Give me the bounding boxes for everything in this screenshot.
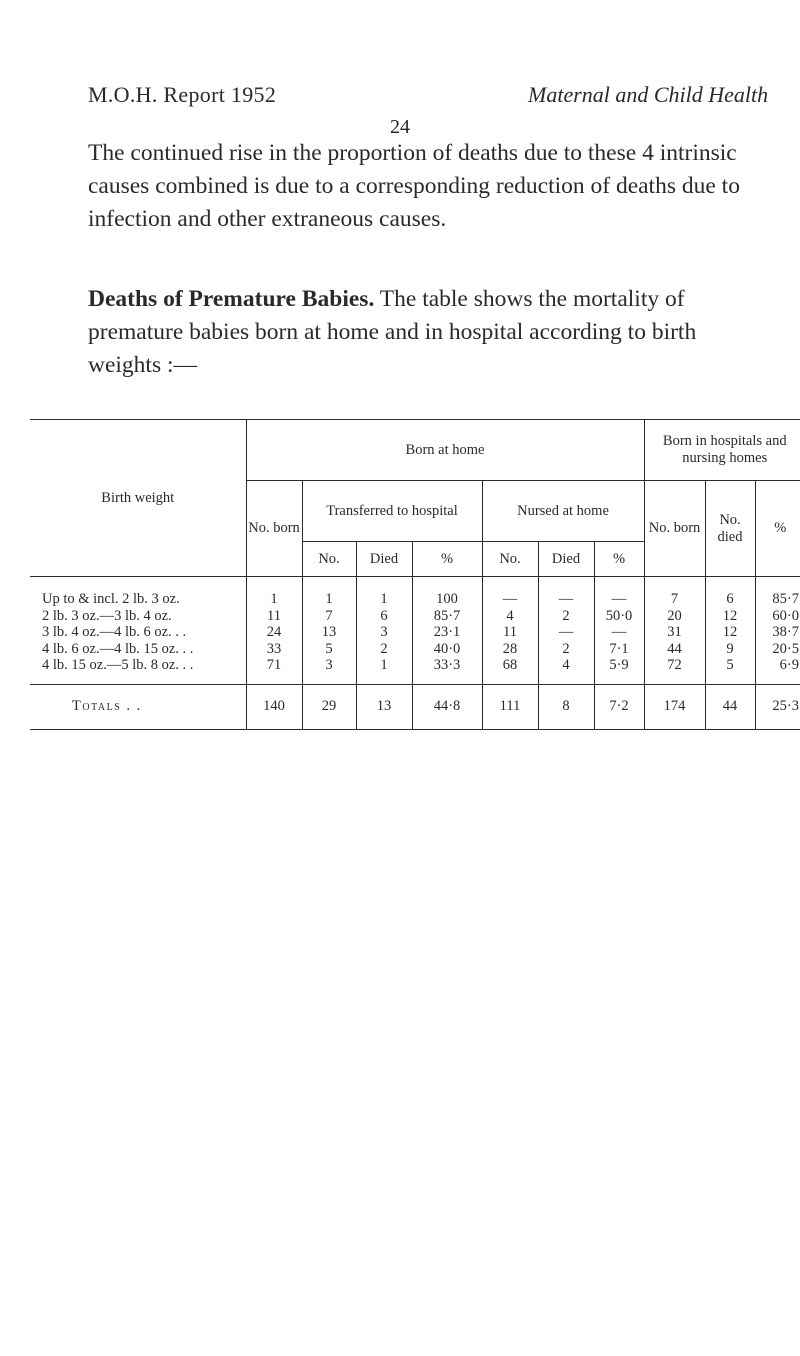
header-nursed-at-home: Nursed at home [482,481,644,542]
cell-hosp-born: 44 [644,641,705,658]
row-label: 4 lb. 6 oz.—4 lb. 15 oz. . . [30,641,246,658]
total-hosp-pct: 25·3 [755,684,800,729]
header-nh-percent: % [594,542,644,577]
cell-hosp-born: 31 [644,624,705,641]
paragraph-intrinsic-causes: The continued rise in the proportion of deaths due to these 4 intrinsic causes combined is due to a corresponding reduction of deaths due to infection and other extraneous causes. [88,140,740,232]
cell-hosp-pct: 6·9 [755,657,800,684]
table-row [30,641,800,658]
total-hosp-born: 174 [644,684,705,729]
cell-tr-died: 1 [356,657,412,684]
header-tr-no: No. [302,542,356,577]
total-nh-no: 111 [482,684,538,729]
total-tr-pct: 44·8 [412,684,482,729]
section-heading: Deaths of Premature Babies. [88,286,375,312]
total-home-born: 140 [246,684,302,729]
cell-nh-pct: 50·0 [594,608,644,625]
header-transferred: Transferred to hospital [302,481,482,542]
cell-hosp-died: 12 [705,608,755,625]
header-hosp-no-born: No. born [644,481,705,577]
row-label: Up to & incl. 2 lb. 3 oz. [30,577,246,608]
table-row [30,577,800,608]
table-row [30,608,800,625]
total-hosp-died: 44 [705,684,755,729]
cell-hosp-pct: 38·7 [755,624,800,641]
cell-nh-died: — [538,624,594,641]
cell-tr-died: 1 [356,577,412,608]
cell-tr-died: 6 [356,608,412,625]
header-birth-weight: Birth weight [30,420,246,577]
cell-hosp-died: 12 [705,624,755,641]
cell-nh-pct: 5·9 [594,657,644,684]
cell-tr-pct: 23·1 [412,624,482,641]
table-row [30,624,800,641]
paragraph-text: The table shows the mortality of premature babies born at home and in hospital according to birth weights :— [88,286,697,378]
cell-nh-pct: — [594,624,644,641]
cell-tr-pct: 33·3 [412,657,482,684]
cell-hosp-died: 5 [705,657,755,684]
cell-nh-no: 68 [482,657,538,684]
header-tr-percent: % [412,542,482,577]
row-label: 3 lb. 4 oz.—4 lb. 6 oz. . . [30,624,246,641]
cell-hosp-born: 20 [644,608,705,625]
page-number: 24 [390,116,410,138]
header-born-at-home: Born at home [246,420,644,481]
cell-tr-died: 2 [356,641,412,658]
totals-row [30,684,800,729]
cell-home-born: 33 [246,641,302,658]
cell-nh-died: 2 [538,608,594,625]
cell-tr-no: 1 [302,577,356,608]
cell-tr-no: 13 [302,624,356,641]
report-header: M.O.H. Report 1952 [88,82,277,107]
cell-home-born: 11 [246,608,302,625]
cell-hosp-born: 72 [644,657,705,684]
header-nh-died: Died [538,542,594,577]
cell-tr-died: 3 [356,624,412,641]
premature-mortality-table [30,419,800,730]
cell-nh-died: — [538,577,594,608]
cell-home-born: 24 [246,624,302,641]
cell-nh-pct: — [594,577,644,608]
cell-tr-no: 3 [302,657,356,684]
cell-nh-pct: 7·1 [594,641,644,658]
cell-hosp-died: 6 [705,577,755,608]
header-hosp-no-died: No. died [705,481,755,577]
total-nh-died: 8 [538,684,594,729]
total-tr-no: 29 [302,684,356,729]
cell-nh-died: 2 [538,641,594,658]
header-home-no-born: No. born [246,481,302,577]
totals-label: Totals . . [30,684,246,729]
cell-tr-pct: 100 [412,577,482,608]
header-hosp-percent: % [755,481,800,577]
cell-nh-died: 4 [538,657,594,684]
section-header: Maternal and Child Health [528,82,769,107]
cell-nh-no: 4 [482,608,538,625]
row-label: 4 lb. 15 oz.—5 lb. 8 oz. . . [30,657,246,684]
row-label: 2 lb. 3 oz.—3 lb. 4 oz. [30,608,246,625]
cell-hosp-pct: 60·0 [755,608,800,625]
header-tr-died: Died [356,542,412,577]
cell-home-born: 1 [246,577,302,608]
cell-hosp-born: 7 [644,577,705,608]
total-tr-died: 13 [356,684,412,729]
cell-tr-no: 7 [302,608,356,625]
cell-nh-no: 11 [482,624,538,641]
cell-tr-pct: 40·0 [412,641,482,658]
cell-nh-no: 28 [482,641,538,658]
paragraph-premature-babies [88,283,758,382]
total-nh-pct: 7·2 [594,684,644,729]
table-row [30,657,800,684]
cell-tr-no: 5 [302,641,356,658]
cell-tr-pct: 85·7 [412,608,482,625]
cell-hosp-pct: 20·5 [755,641,800,658]
cell-nh-no: — [482,577,538,608]
header-nh-no: No. [482,542,538,577]
header-born-in-hospitals: Born in hospitals and nursing homes [644,420,800,481]
cell-hosp-died: 9 [705,641,755,658]
cell-hosp-pct: 85·7 [755,577,800,608]
cell-home-born: 71 [246,657,302,684]
